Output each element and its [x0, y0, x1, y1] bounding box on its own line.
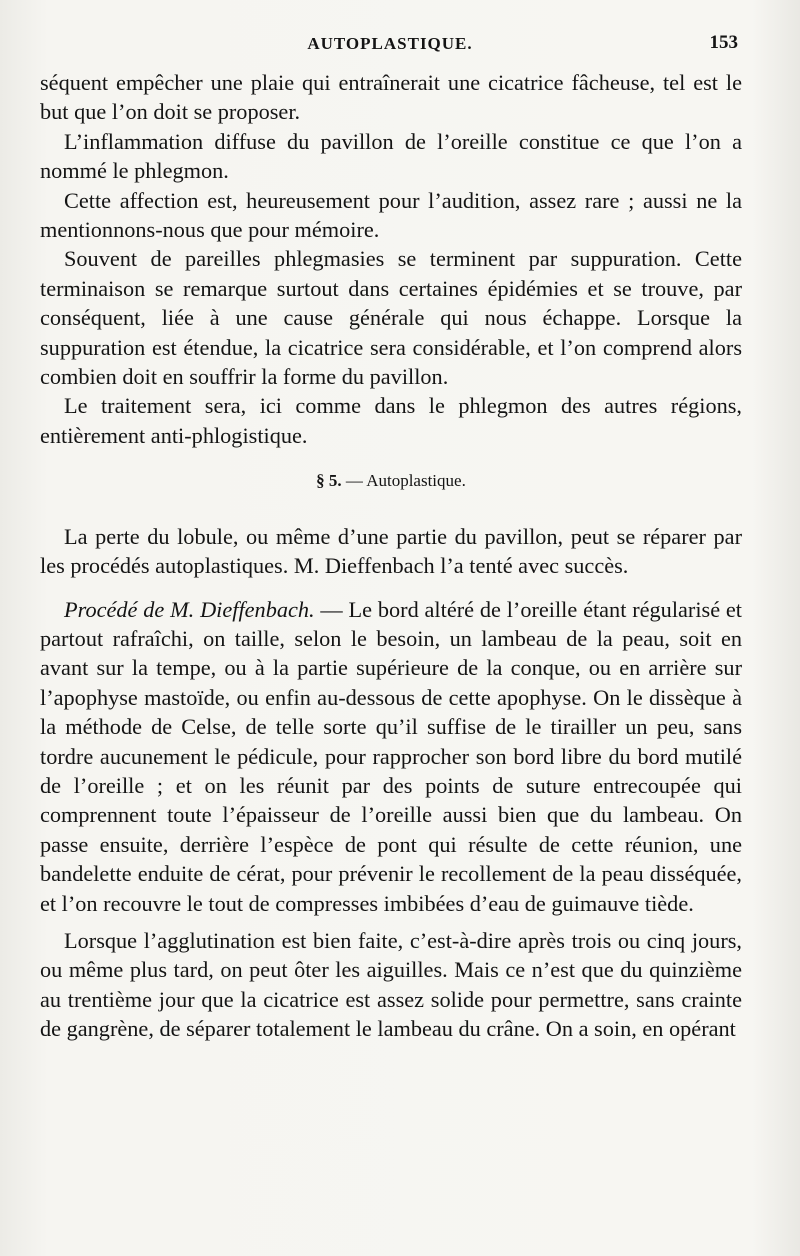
page-header — [40, 30, 740, 60]
page-body — [40, 68, 742, 1044]
paragraph: Souvent de pareilles phlegmasies se terminent par suppuration. Cette terminaison se remarque surtout dans certaines épidémies et se trouve, par conséquent, liée à une cause générale qui nous échappe. Lorsque la suppuration est étendue, la cicatrice sera considérable, et l’on comprend alors combien doit en souffrir la forme du pavillon. — [40, 246, 742, 390]
page-number: 153 — [709, 32, 738, 53]
paragraph: Cette affection est, heureusement pour l’audition, assez rare ; aussi ne la mentionnons-nous que pour mémoire. — [40, 187, 742, 243]
section-heading — [40, 466, 742, 495]
paragraph: L’inflammation diffuse du pavillon de l’oreille constitue ce que l’on a nommé le phlegmon. — [40, 128, 742, 184]
section-number: § 5. — [316, 471, 342, 491]
spacer — [40, 918, 742, 926]
running-title: AUTOPLASTIQUE. — [307, 34, 473, 53]
section-title: — Autoplastique. — [345, 471, 466, 491]
spacer — [40, 581, 742, 595]
paragraph: séquent empêcher une plaie qui entraînerait une cicatrice fâcheuse, tel est le but que l’on doit se proposer. — [40, 70, 742, 125]
procedure-paragraph — [40, 595, 742, 918]
procedure-text: — Le bord altéré de l’oreille étant régularisé et partout rafraîchi, on taille, selon le besoin, un lambeau de la peau, soit en avant sur la tempe, ou à la partie supérieure de la conque, ou en arrière sur l’apophyse mastoïde, ou enfin au-dessous de cette apophyse. On le dissèque à la méthode de Celse, de telle sorte qu’il suffise de le tirailler un peu, sans tordre aucunement le pédicule, pour rapprocher son bord libre du bord mutilé de l’oreille ; et on les réunit par des points de suture entrecoupée qui comprennent toute l’épaisseur de l’oreille aussi bien que du lambeau. On passe ensuite, derrière l’espèce de pont qui résulte de cette réunion, une bandelette enduite de cérat, pour prévenir le recollement de la peau disséquée, et l’on recouvre le tout de compresses imbibées d’eau de guimauve tiède. — [40, 596, 743, 916]
paragraph: La perte du lobule, ou même d’une partie du pavillon, peut se réparer par les procédés autoplastiques. M. Dieffenbach l’a tenté avec succès. — [40, 523, 742, 579]
paragraph: Le traitement sera, ici comme dans le phlegmon des autres régions, entièrement anti-phlogistique. — [40, 393, 742, 448]
procedure-lead: Procédé de M. Dieffenbach. — [64, 596, 315, 622]
paragraph: Lorsque l’agglutination est bien faite, c’est-à-dire après trois ou cinq jours, ou même plus tard, on peut ôter les aiguilles. Mais ce n’est que du quinzième au trentième jour que la cicatrice est assez solide pour permettre, sans crainte de gangrène, de séparer totalement le lambeau du crâne. On a soin, en opérant — [40, 927, 742, 1042]
